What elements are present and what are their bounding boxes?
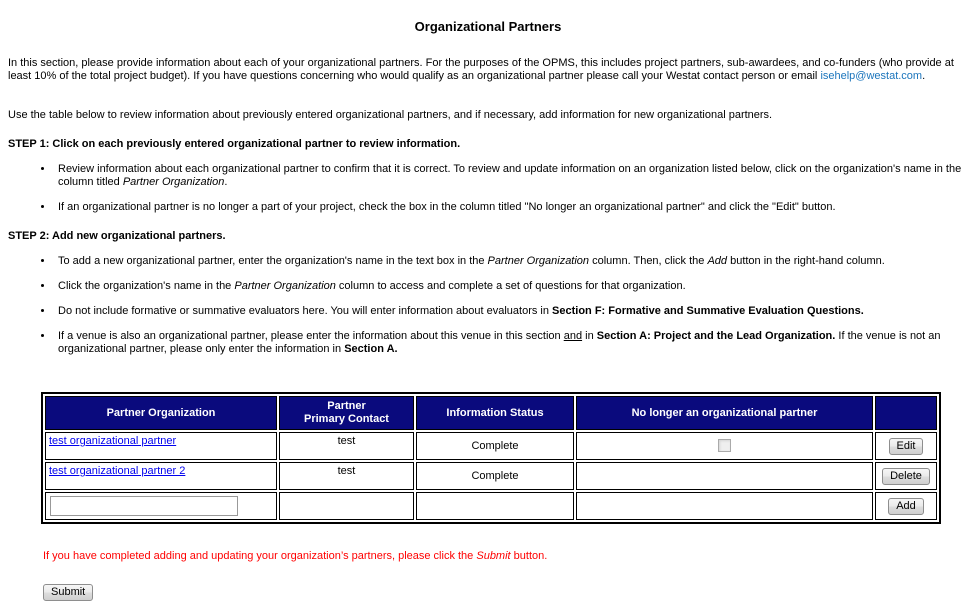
bullet-text: column. Then, click the (589, 255, 708, 267)
italic-term: Add (707, 255, 728, 267)
list-item (54, 163, 968, 189)
page-title: Organizational Partners (414, 19, 562, 34)
notice-text: If you have completed adding and updating your organization’s partners, please click the (43, 550, 477, 562)
table-row (45, 432, 937, 460)
col-header-actions (875, 396, 937, 430)
underlined-term: and (563, 330, 583, 342)
col-header-partner-primary-contact (279, 396, 414, 430)
step2-heading: STEP 2: Add new organizational partners. (8, 230, 226, 242)
bullet-text: If an organizational partner is no longer a part of your project, check the box in the column titled "No longer an organizational partner" and click the "Edit" button. (58, 201, 836, 213)
cell-no-longer-partner (576, 492, 873, 520)
step2-bullet-list (8, 255, 968, 356)
partner-org-link[interactable]: test organizational partner (49, 435, 177, 447)
table-instructions: Use the table below to review information about previously entered organizational partners, and if necessary, add information for new organizational partners. (8, 109, 773, 121)
col-header-information-status: Information Status (416, 396, 574, 430)
italic-term: Partner Organization (487, 255, 590, 267)
submit-notice (43, 550, 968, 563)
bullet-text: If a venue is also an organizational partner, please enter the information about this venue in this section (58, 330, 564, 342)
list-item (54, 330, 968, 356)
bullet-text: column to access and complete a set of questions for that organization. (335, 280, 686, 292)
list-item (54, 305, 968, 318)
cell-new-partner-input (45, 492, 277, 520)
bullet-text: Click the organization's name in the (58, 280, 235, 292)
cell-no-longer-partner (576, 432, 873, 460)
partner-org-link[interactable]: test organizational partner 2 (49, 465, 186, 477)
cell-no-longer-partner (576, 462, 873, 490)
step1-heading: STEP 1: Click on each previously entered organizational partner to review information. (8, 138, 461, 150)
list-item (54, 201, 968, 214)
table-header-row (45, 396, 937, 430)
add-button[interactable]: Add (888, 498, 924, 515)
bullet-text: If the venue is not an organizational partner, please only enter the information in (58, 330, 941, 355)
col-header-partner-organization: Partner Organization (45, 396, 277, 430)
email-link[interactable]: isehelp@westat.com (820, 70, 923, 82)
step1-bullet-list (8, 163, 968, 214)
cell-actions (875, 492, 937, 520)
delete-button[interactable]: Delete (882, 468, 930, 485)
col-header-no-longer-partner: No longer an organizational partner (576, 396, 873, 430)
bullet-text: Review information about each organizational partner to confirm that it is correct. To review and update information on an organization listed below, click on the organization's name in the column titled (58, 163, 962, 188)
intro-paragraph (8, 57, 968, 83)
table-row (45, 462, 937, 490)
bullet-text: in (582, 330, 597, 342)
cell-information-status (416, 492, 574, 520)
list-item (54, 255, 968, 268)
partners-table (41, 392, 941, 524)
bold-term: Section A: Project and the Lead Organization. (596, 330, 836, 342)
header-line: Primary Contact (304, 413, 389, 425)
cell-partner-organization (45, 462, 277, 490)
submit-button[interactable]: Submit (43, 584, 93, 601)
cell-primary-contact (279, 492, 414, 520)
bold-term: Section A. (344, 343, 398, 355)
cell-actions (875, 432, 937, 460)
cell-primary-contact: test (279, 462, 414, 490)
no-longer-checkbox[interactable] (718, 439, 731, 452)
bold-term: Section F: Formative and Summative Evaluation Questions. (552, 305, 864, 317)
header-line: Partner (327, 400, 366, 412)
italic-term: Partner Organization (122, 176, 225, 188)
list-item (54, 280, 968, 293)
cell-partner-organization (45, 432, 277, 460)
cell-information-status: Complete (416, 432, 574, 460)
bullet-text: To add a new organizational partner, enter the organization's name in the text box in the (58, 255, 488, 267)
partners-table-container (41, 392, 968, 524)
cell-information-status: Complete (416, 462, 574, 490)
intro-text: In this section, please provide information about each of your organizational partners. For the purposes of the OPMS, this includes project partners, sub-awardees, and co-funders (who provide at least 10% of the total project budget). If you have questions concerning who would qualify as an organizational partner please call your Westat contact person or email (8, 57, 954, 82)
notice-text: button. (510, 550, 548, 562)
edit-button[interactable]: Edit (889, 438, 924, 455)
bullet-text: Do not include formative or summative evaluators here. You will enter information about evaluators in (58, 305, 553, 317)
cell-actions (875, 462, 937, 490)
intro-text-end: . (922, 70, 926, 82)
cell-primary-contact: test (279, 432, 414, 460)
italic-term: Submit (476, 550, 511, 562)
submit-row (43, 584, 968, 601)
add-partner-row (45, 492, 937, 520)
italic-term: Partner Organization (234, 280, 336, 292)
bullet-text: button in the right-hand column. (727, 255, 885, 267)
new-partner-input[interactable] (50, 496, 238, 516)
bullet-text: . (224, 176, 228, 188)
